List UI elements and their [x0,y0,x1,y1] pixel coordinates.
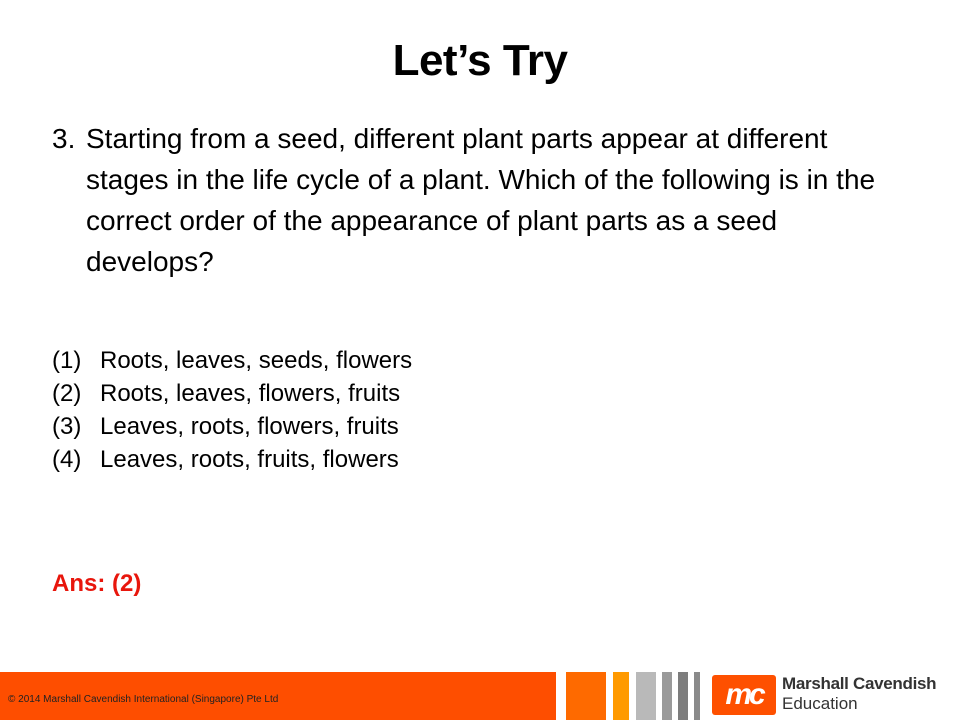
slide-title: Let’s Try [392,36,568,85]
option-number: (4) [52,446,82,473]
brand-name [782,674,936,714]
question-text: Starting from a seed, different plant parts appear at different stages in the life cycle of a plant. Which of the following is in the correct order of the appearance of plant parts as a seed develops? [86,123,876,277]
decorative-stripe [566,672,606,720]
question-number: 3. [52,123,76,154]
option-1 [52,344,412,377]
option-text: Leaves, roots, fruits, flowers [100,446,399,473]
option-text: Leaves, roots, flowers, fruits [100,413,399,440]
option-number: (1) [52,347,82,374]
option-number: (3) [52,413,82,440]
answer-text: Ans: (2) [52,570,142,597]
brand-line-2: Education [782,694,858,713]
decorative-stripe [613,672,629,720]
option-2 [52,377,412,410]
option-number: (2) [52,380,82,407]
question [52,118,892,282]
option-4 [52,443,412,476]
brand-logo-mark: mc [712,675,776,715]
decorative-stripe [662,672,672,720]
copyright-text: © 2014 Marshall Cavendish International (Singapore) Pte Ltd [8,694,279,705]
answer-options [52,344,412,476]
option-text: Roots, leaves, seeds, flowers [100,347,413,374]
decorative-stripe [678,672,688,720]
option-3 [52,410,412,443]
option-text: Roots, leaves, flowers, fruits [100,380,401,407]
brand-line-1: Marshall Cavendish [782,674,937,693]
decorative-stripe [636,672,656,720]
decorative-stripe [694,672,700,720]
